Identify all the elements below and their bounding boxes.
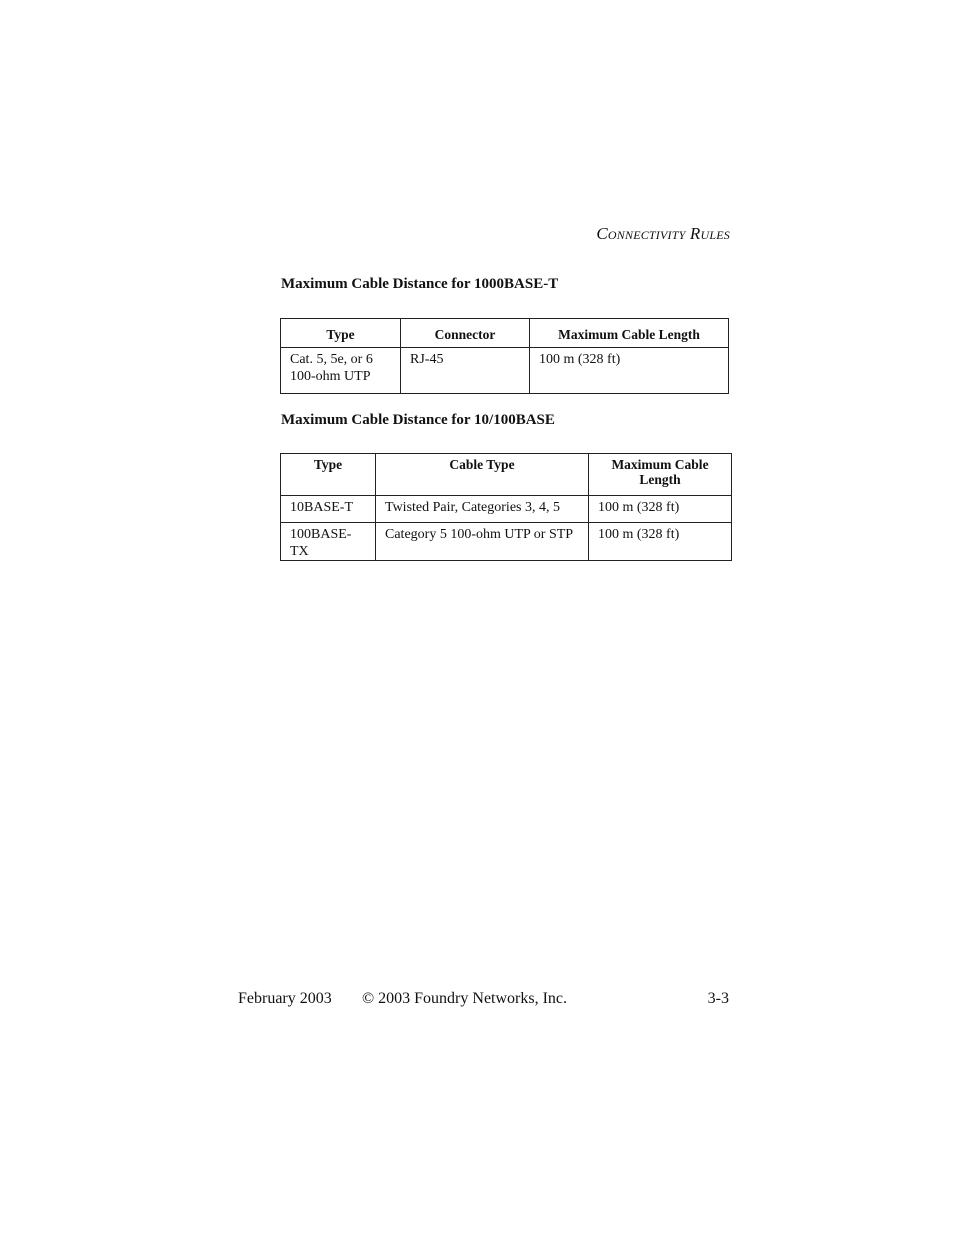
column-header-max-length — [589, 454, 732, 496]
column-header-max-length-line2: Length — [639, 472, 681, 487]
section-heading-10-100base: Maximum Cable Distance for 10/100BASE — [281, 412, 555, 428]
cell-connector: RJ-45 — [401, 348, 530, 394]
footer-copyright: © 2003 Foundry Networks, Inc. — [362, 990, 568, 1007]
column-header-connector: Connector — [401, 319, 530, 348]
table-row — [281, 348, 729, 394]
cell-max-length: 100 m (328 ft) — [530, 348, 729, 394]
column-header-type: Type — [281, 454, 376, 496]
column-header-type: Type — [281, 319, 401, 348]
section-heading-1000base-t: Maximum Cable Distance for 1000BASE-T — [281, 276, 559, 292]
cell-type-line2: 100-ohm UTP — [290, 369, 371, 384]
cable-distance-table-10-100base — [280, 453, 732, 561]
table-row — [281, 523, 732, 561]
cable-distance-table-1000base-t — [280, 318, 729, 394]
table-header-row — [281, 319, 729, 348]
column-header-max-length-line1: Maximum Cable — [611, 457, 709, 472]
footer-date: February 2003 — [238, 990, 332, 1007]
cell-type: 10BASE-T — [281, 496, 376, 523]
cell-type-line1: Cat. 5, 5e, or 6 — [290, 352, 373, 367]
running-header: Connectivity Rules — [596, 224, 730, 243]
column-header-cable-type: Cable Type — [376, 454, 589, 496]
table-row — [281, 496, 732, 523]
cell-max-length: 100 m (328 ft) — [589, 496, 732, 523]
table-header-row — [281, 454, 732, 496]
cell-type: 100BASE-TX — [281, 523, 376, 561]
column-header-max-length: Maximum Cable Length — [530, 319, 729, 348]
footer-page-number: 3-3 — [707, 990, 729, 1007]
cell-max-length: 100 m (328 ft) — [589, 523, 732, 561]
cell-cable-type: Twisted Pair, Categories 3, 4, 5 — [376, 496, 589, 523]
cell-cable-type: Category 5 100-ohm UTP or STP — [376, 523, 589, 561]
cell-type — [281, 348, 401, 394]
